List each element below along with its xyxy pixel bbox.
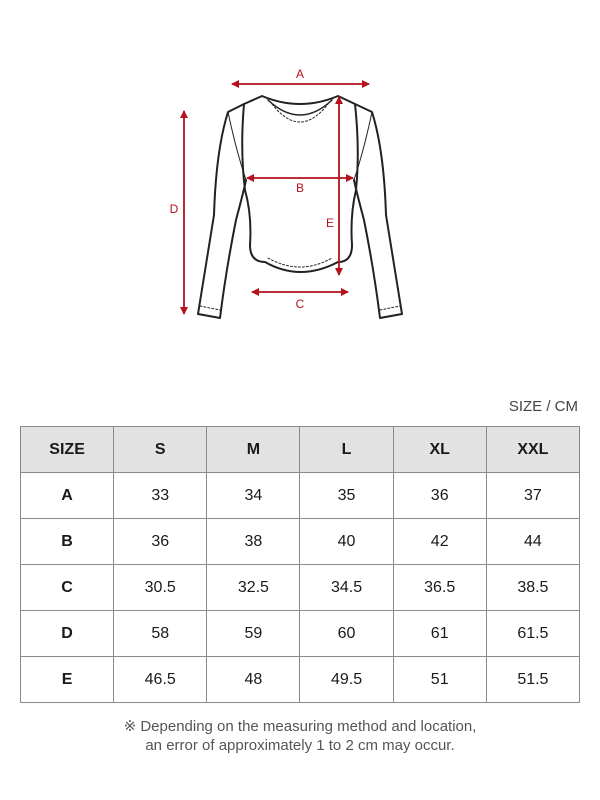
table-cell: 38 [207, 519, 300, 565]
table-row [21, 657, 580, 703]
row-label: C [21, 565, 114, 611]
footnote-line-1: ※ Depending on the measuring method and location, [123, 718, 477, 735]
garment-diagram [0, 0, 600, 380]
size-table [20, 426, 580, 703]
table-cell: 30.5 [114, 565, 207, 611]
footnote-line-2: an error of approximately 1 to 2 cm may occur. [145, 737, 455, 754]
table-row [21, 611, 580, 657]
table-cell: 37 [486, 473, 579, 519]
table-cell: 61.5 [486, 611, 579, 657]
table-cell: 34 [207, 473, 300, 519]
label-a: A [295, 67, 305, 81]
header-xxl: XXL [486, 427, 579, 473]
table-cell: 38.5 [486, 565, 579, 611]
table-row [21, 473, 580, 519]
table-cell: 49.5 [300, 657, 393, 703]
row-label: D [21, 611, 114, 657]
header-m: M [207, 427, 300, 473]
header-s: S [114, 427, 207, 473]
table-header-row [21, 427, 580, 473]
table-cell: 51.5 [486, 657, 579, 703]
table-row [21, 519, 580, 565]
measurement-arrows [184, 84, 369, 314]
table-cell: 60 [300, 611, 393, 657]
table-cell: 36.5 [393, 565, 486, 611]
table-cell: 48 [207, 657, 300, 703]
table-cell: 46.5 [114, 657, 207, 703]
row-label: E [21, 657, 114, 703]
label-d: D [169, 202, 179, 216]
label-e: E [325, 216, 335, 230]
row-label: A [21, 473, 114, 519]
table-cell: 35 [300, 473, 393, 519]
header-l: L [300, 427, 393, 473]
table-cell: 42 [393, 519, 486, 565]
unit-label: SIZE / CM [508, 398, 578, 415]
table-cell: 33 [114, 473, 207, 519]
table-cell: 34.5 [300, 565, 393, 611]
table-cell: 51 [393, 657, 486, 703]
long-sleeve-top-illustration [0, 0, 600, 380]
header-xl: XL [393, 427, 486, 473]
table-cell: 36 [114, 519, 207, 565]
measurement-footnote [0, 717, 600, 755]
row-label: B [21, 519, 114, 565]
garment-outline [198, 96, 402, 318]
table-cell: 40 [300, 519, 393, 565]
table-cell: 36 [393, 473, 486, 519]
header-size: SIZE [21, 427, 114, 473]
table-cell: 58 [114, 611, 207, 657]
table-row [21, 565, 580, 611]
label-b: B [295, 181, 305, 195]
label-c: C [295, 297, 305, 311]
table-cell: 44 [486, 519, 579, 565]
table-cell: 61 [393, 611, 486, 657]
table-cell: 32.5 [207, 565, 300, 611]
table-cell: 59 [207, 611, 300, 657]
